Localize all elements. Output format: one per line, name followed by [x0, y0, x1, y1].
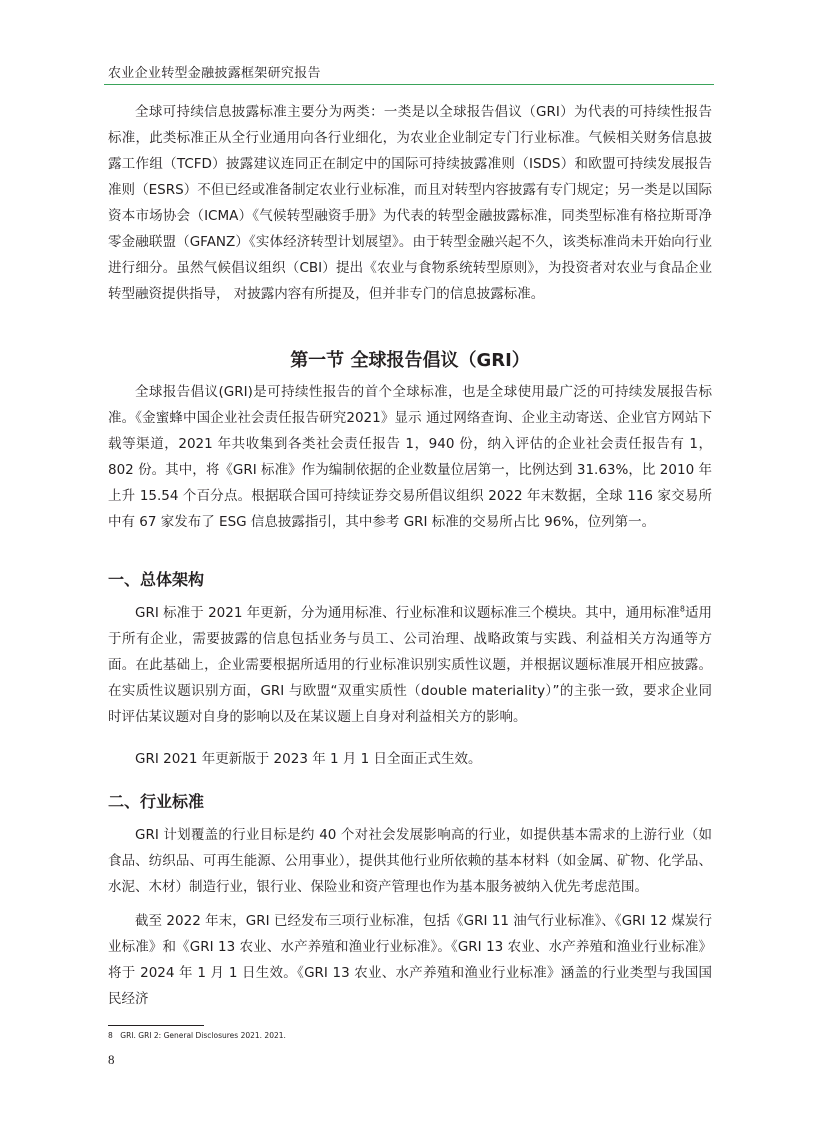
subsection-title-industry-standards: 二、行业标准	[108, 792, 205, 811]
footnote-divider	[108, 1025, 204, 1026]
industry-paragraph-1: GRI 计划覆盖的行业目标是约 40 个对社会发展影响高的行业，如提供基本需求的上游行业（如食品、纺织品、可再生能源、公用事业），提供其他行业所依赖的基本材料（如金属、矿物、化学品、水泥、木材）制造行业，银行业、保险业和资产管理也作为基本服务被纳入优先考虑范围。	[108, 827, 712, 895]
page-number: 8	[108, 1052, 115, 1067]
section-title: 第一节 全球报告倡议（GRI）	[290, 350, 530, 371]
architecture-text-part2: 适用于所有企业，需要披露的信息包括业务与员工、公司治理、战略政策与实践、利益相关方沟通等方面。在此基础上，企业需要根据所适用的行业标准识别实质性议题，并根据议题标准展开相应披露。在实质性议题识别方面，GRI 与欧盟“双重实质性（double materiality）”的主张一致，要求企业同时评估某议题对自身的影响以及在某议题上自身对利益相关方的影响。	[108, 605, 712, 725]
header-divider	[104, 84, 714, 85]
architecture-paragraph	[108, 600, 712, 730]
section-paragraph: 全球报告倡议(GRI)是可持续性报告的首个全球标准，也是全球使用最广泛的可持续发展报告标准。《金蜜蜂中国企业社会责任报告研究2021》显示 通过网络查询、企业主动寄送、企业官方网站下载等渠道，2021 年共收集到各类社会责任报告 1，940 份，纳入评估的企业社会责任报告有 1，802 份。其中，将《GRI 标准》作为编制依据的企业数量位居第一，比例达到 31.63%，比 2010 年上升 15.54 个百分点。根据联合国可持续证券交易所倡议组织 2022 年末数据，全球 116 家交易所中有 67 家发布了 ESG 信息披露指引，其中参考 GRI 标准的交易所占比 96%，位列第一。	[108, 384, 712, 530]
effective-date-paragraph: GRI 2021 年更新版于 2023 年 1 月 1 日全面正式生效。	[135, 751, 482, 767]
footnote-marker: 8	[679, 604, 685, 614]
intro-paragraph: 全球可持续信息披露标准主要分为两类：一类是以全球报告倡议（GRI）为代表的可持续性报告标准，此类标准正从全行业通用向各行业细化，为农业企业制定专门行业标准。气候相关财务信息披露工作组（TCFD）披露建议连同正在制定中的国际可持续披露准则（ISDS）和欧盟可持续发展报告准则（ESRS）不但已经或准备制定农业行业标准，而且对转型内容披露有专门规定；另一类是以国际资本市场协会（ICMA）《气候转型融资手册》为代表的转型金融披露标准，同类型标准有格拉斯哥净零金融联盟（GFANZ）《实体经济转型计划展望》。由于转型金融兴起不久，该类标准尚未开始向行业进行细分。虽然气候倡议组织（CBI）提出《农业与食物系统转型原则》，为投资者对农业与食品企业转型融资提供指导， 对披露内容有所提及，但并非专门的信息披露标准。	[108, 104, 712, 302]
footnote: 8 GRI. GRI 2: General Disclosures 2021. 2021.	[108, 1031, 286, 1040]
industry-paragraph-2: 截至 2022 年末，GRI 已经发布三项行业标准，包括《GRI 11 油气行业标准》、《GRI 12 煤炭行业标准》和《GRI 13 农业、水产养殖和渔业行业标准》。《GRI 13 农业、水产养殖和渔业行业标准》将于 2024 年 1 月 1 日生效。《GRI 13 农业、水产养殖和渔业行业标准》涵盖的行业类型与我国国民经济	[108, 913, 712, 1007]
architecture-text-part1: GRI 标准于 2021 年更新，分为通用标准、行业标准和议题标准三个模块。其中，通用标准	[135, 605, 680, 621]
subsection-title-overall-architecture: 一、总体架构	[108, 570, 205, 589]
running-header: 农业企业转型金融披露框架研究报告	[108, 66, 321, 81]
